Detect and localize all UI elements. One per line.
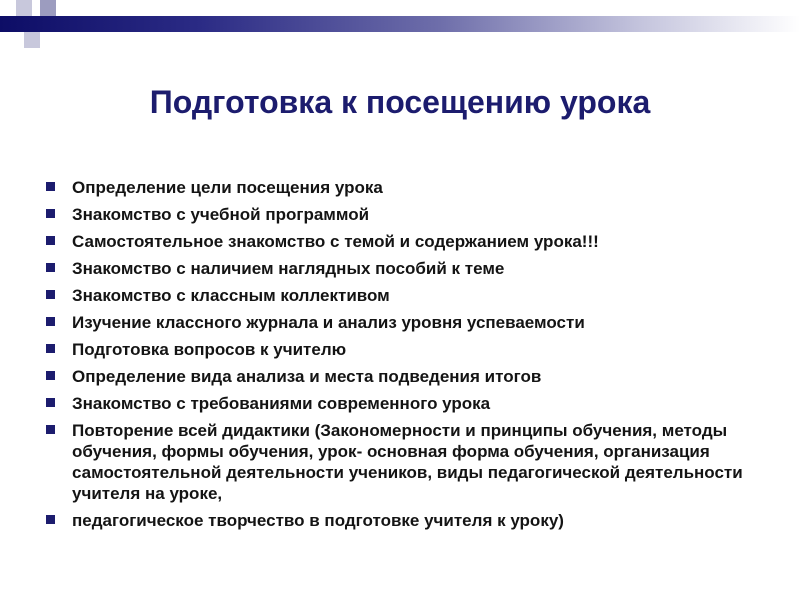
list-item-text: Самостоятельное знакомство с темой и содержанием урока!!! [72, 232, 599, 251]
square-bullet-icon [46, 398, 55, 407]
list-item [42, 312, 762, 333]
square-bullet-icon [46, 425, 55, 434]
square-bullet-icon [46, 209, 55, 218]
slide-title: Подготовка к посещению урока [149, 84, 651, 120]
square-bullet-icon [46, 515, 55, 524]
list-item [42, 510, 762, 531]
decor-square [40, 0, 56, 16]
square-bullet-icon [46, 371, 55, 380]
list-item [42, 231, 762, 252]
square-bullet-icon [46, 236, 55, 245]
list-item [42, 258, 762, 279]
list-item-text: Знакомство с наличием наглядных пособий к теме [72, 259, 505, 278]
square-bullet-icon [46, 344, 55, 353]
square-bullet-icon [46, 263, 55, 272]
list-item-text: Определение цели посещения урока [72, 178, 383, 197]
list-item [42, 393, 762, 414]
list-item [42, 285, 762, 306]
list-item-text: Знакомство с требованиями современного урока [72, 394, 491, 413]
list-item-text: Знакомство с классным коллективом [72, 286, 390, 305]
list-item-text: Знакомство с учебной программой [72, 205, 370, 224]
list-item [42, 366, 762, 387]
list-item [42, 204, 762, 225]
square-bullet-icon [46, 317, 55, 326]
decor-square [24, 32, 40, 48]
list-item [42, 339, 762, 360]
square-bullet-icon [46, 290, 55, 299]
list-item [42, 177, 762, 198]
header-band [0, 16, 800, 32]
decor-square [16, 0, 32, 16]
list-item [42, 420, 762, 504]
list-item-text: Определение вида анализа и места подведения итогов [72, 367, 542, 386]
list-item-text: Повторение всей дидактики (Закономерности и принципы обучения, методы обучения, формы обучения, урок- основная форма обучения, организация самостоятельной деятельности учеников, виды педагогической деятельности учителя на уроке, [72, 421, 743, 503]
list-item-text: Изучение классного журнала и анализ уровня успеваемости [72, 313, 585, 332]
list-item-text: Подготовка вопросов к учителю [72, 340, 347, 359]
bullet-list [42, 177, 762, 537]
list-item-text: педагогическое творчество в подготовке учителя к уроку) [72, 511, 564, 530]
square-bullet-icon [46, 182, 55, 191]
